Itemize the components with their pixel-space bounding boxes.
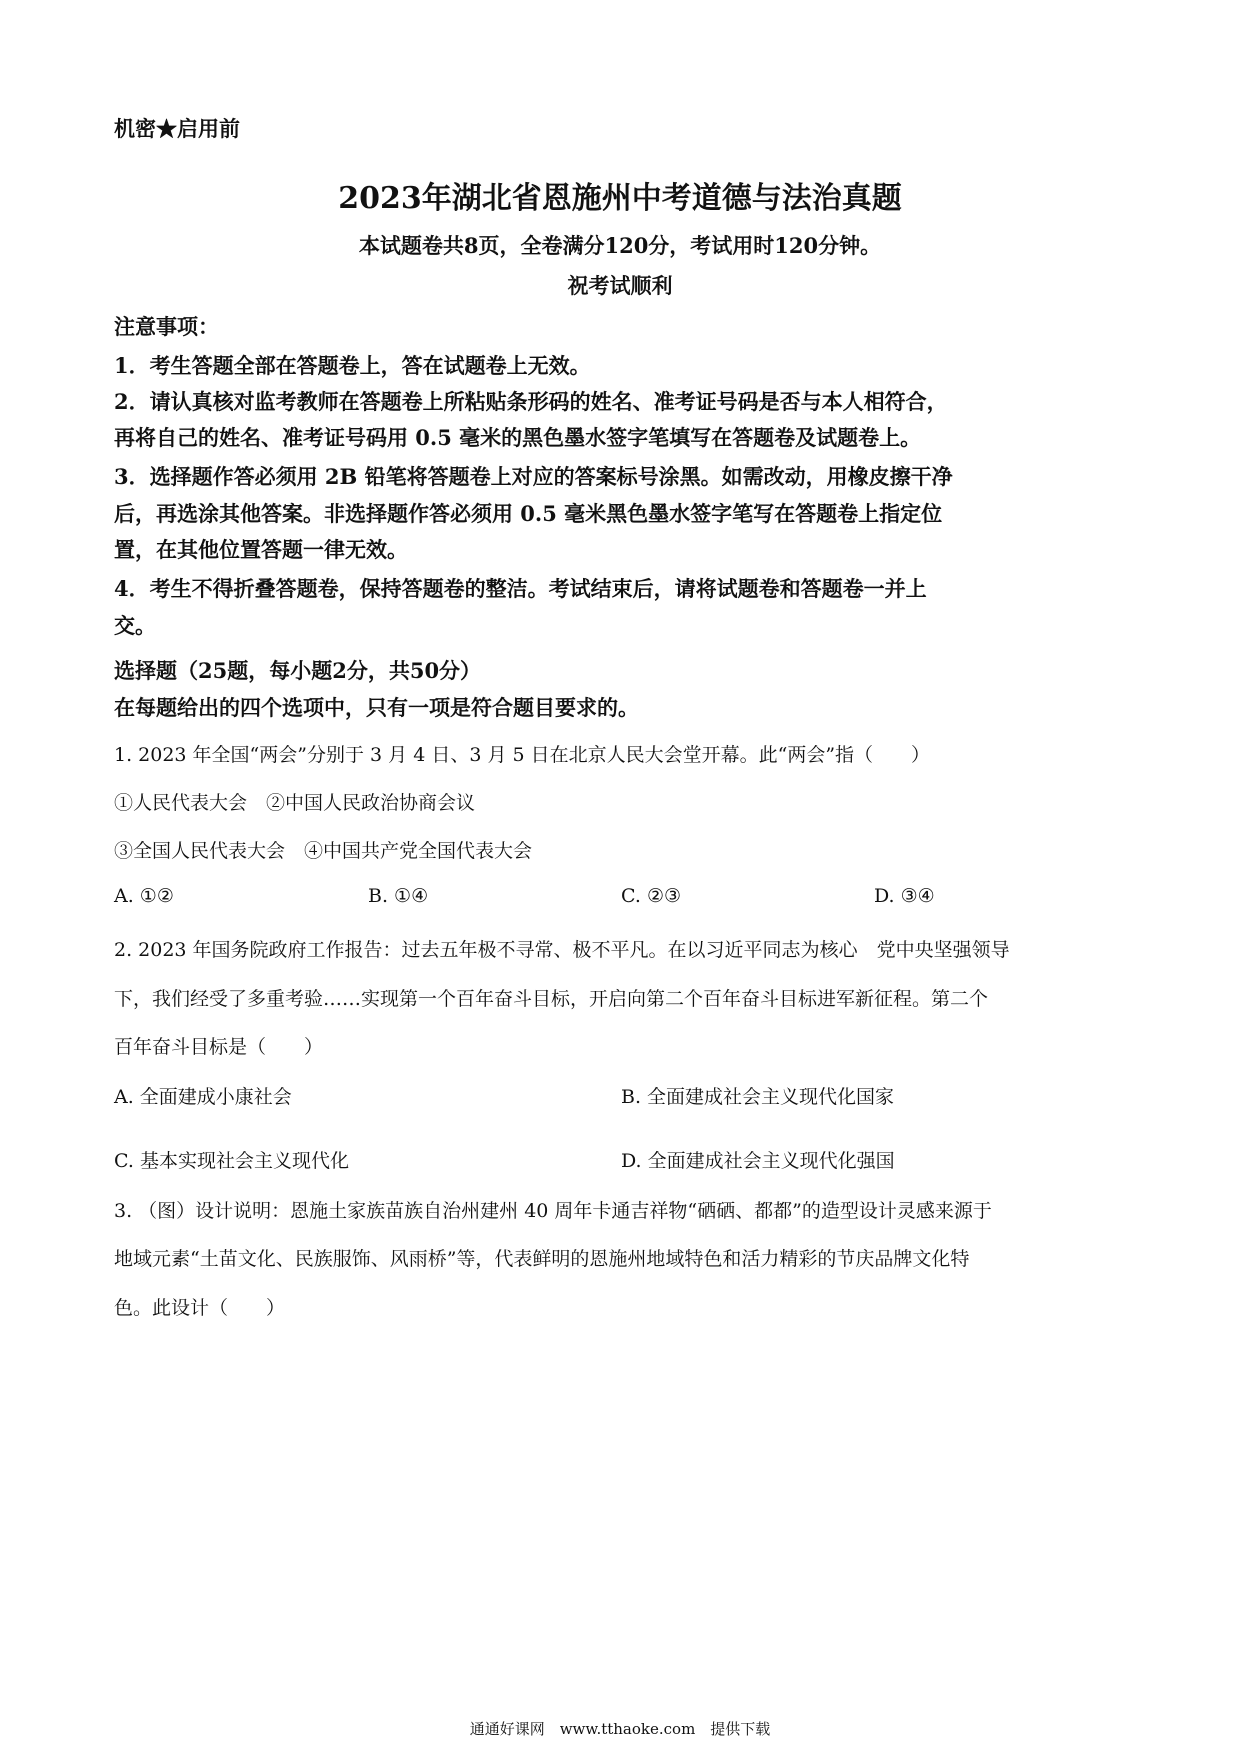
question-1-option-d: D. ③④ <box>874 885 935 907</box>
question-3-stem-line: 3. （图）设计说明：恩施土家族苗族自治州建州 40 周年卡通吉祥物“硒硒、都都”的造型设计灵感来源于 <box>114 1200 992 1222</box>
question-2-stem-line: 2. 2023 年国务院政府工作报告：过去五年极不寻常、极不平凡。在以习近平同志为核心 党中央坚强领导 <box>114 939 1010 961</box>
question-1-item: ①人民代表大会 ②中国人民政治协商会议 <box>114 792 476 814</box>
note-line: 再将自己的姓名、准考证号码用 0.5 毫米的黑色墨水签字笔填写在答题卷及试题卷上。 <box>114 425 922 450</box>
note-line: 置，在其他位置答题一律无效。 <box>114 537 408 562</box>
question-1-option-c: C. ②③ <box>621 885 682 907</box>
question-1-stem: 1. 2023 年全国“两会”分别于 3 月 4 日、3 月 5 日在北京人民大会堂开幕。此“两会”指（ ） <box>114 744 931 766</box>
question-2-stem-line: 下，我们经受了多重考验……实现第一个百年奋斗目标，开启向第二个百年奋斗目标进军新征程。第二个 <box>114 988 989 1010</box>
question-2-option-c: C. 基本实现社会主义现代化 <box>114 1150 349 1172</box>
exam-subtitle: 本试题卷共8页，全卷满分120分，考试用时120分钟。 <box>358 233 882 258</box>
question-3-stem-line: 色。此设计（ ） <box>114 1297 286 1319</box>
note-line: 4．考生不得折叠答题卷，保持答题卷的整洁。考试结束后，请将试题卷和答题卷一并上 <box>114 576 927 601</box>
note-line: 后，再选涂其他答案。非选择题作答必须用 0.5 毫米黑色墨水签字笔写在答题卷上指定位 <box>114 501 943 526</box>
exam-title: 2023年湖北省恩施州中考道德与法治真题 <box>338 181 902 216</box>
question-1-option-a: A. ①② <box>114 885 174 907</box>
question-2-option-b: B. 全面建成社会主义现代化国家 <box>621 1086 895 1108</box>
question-2-stem-line: 百年奋斗目标是（ ） <box>114 1036 324 1058</box>
section-title: 选择题（25题，每小题2分，共50分） <box>114 658 482 683</box>
question-2-option-d: D. 全面建成社会主义现代化强国 <box>621 1150 895 1172</box>
good-luck-text: 祝考试顺利 <box>567 273 673 298</box>
question-2-option-a: A. 全面建成小康社会 <box>114 1086 292 1108</box>
note-line: 1．考生答题全部在答题卷上，答在试题卷上无效。 <box>114 353 591 378</box>
note-line: 3．选择题作答必须用 2B 铅笔将答题卷上对应的答案标号涂黑。如需改动，用橡皮擦干净 <box>114 464 953 489</box>
section-instruction: 在每题给出的四个选项中，只有一项是符合题目要求的。 <box>114 695 639 720</box>
notes-heading: 注意事项： <box>114 314 219 339</box>
question-1-item: ③全国人民代表大会 ④中国共产党全国代表大会 <box>114 840 533 862</box>
question-3-stem-line: 地域元素“土苗文化、民族服饰、风雨桥”等，代表鲜明的恩施州地域特色和活力精彩的节庆品牌文化特 <box>114 1248 970 1270</box>
question-1-option-b: B. ①④ <box>368 885 429 907</box>
note-line: 交。 <box>114 613 156 638</box>
footer-source: 通通好课网 www.tthaoke.com 提供下载 <box>469 1720 771 1738</box>
confidential-label: 机密★启用前 <box>114 116 240 141</box>
note-line: 2．请认真核对监考教师在答题卷上所粘贴条形码的姓名、准考证号码是否与本人相符合， <box>114 389 948 414</box>
